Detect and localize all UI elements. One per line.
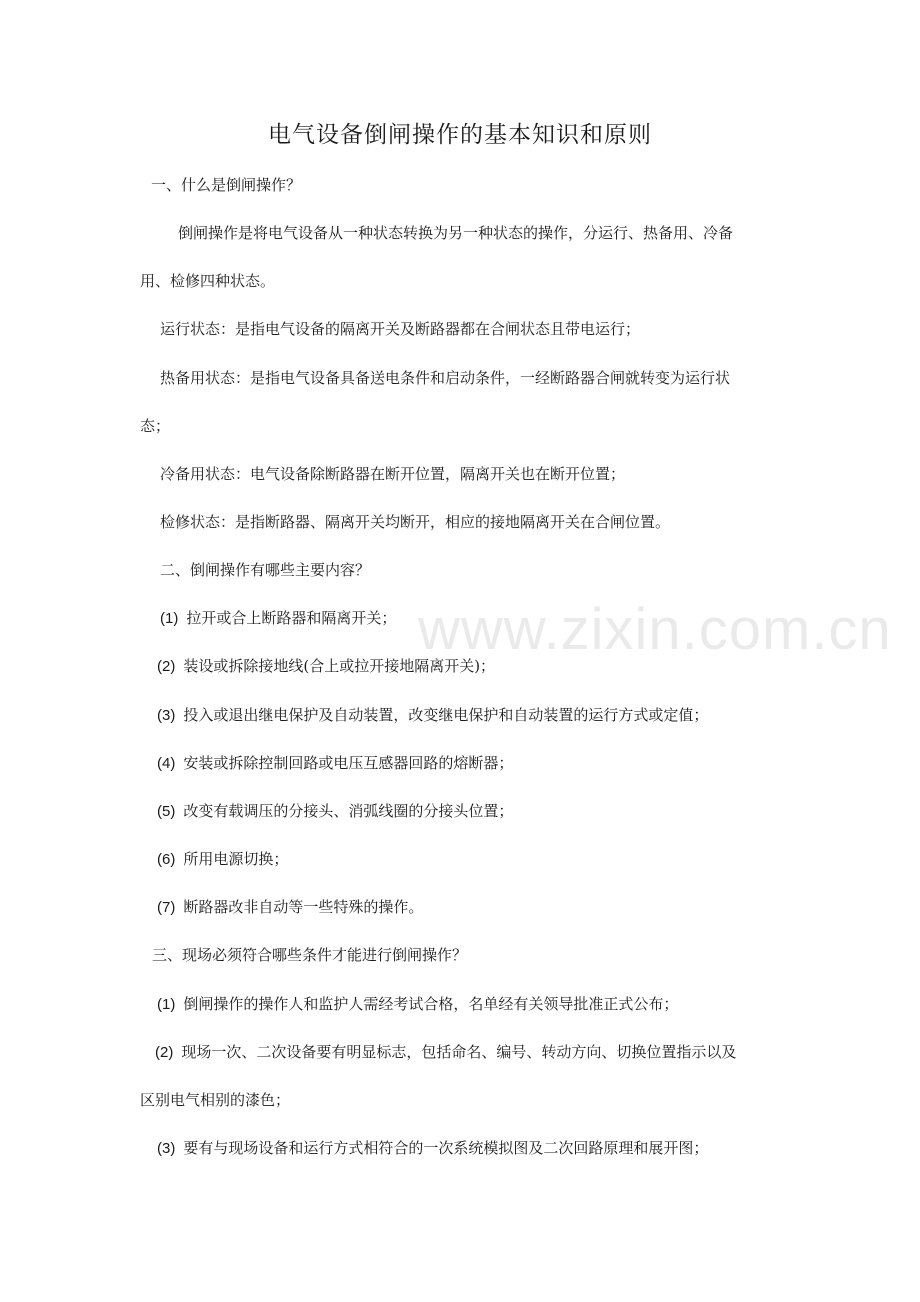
list-item [157, 1137, 708, 1160]
state-hot-standby-line-2: 态； [140, 417, 171, 435]
list-item [160, 607, 396, 630]
list-item [157, 752, 513, 775]
list-item-number: (1) [157, 996, 176, 1013]
list-item-number: (6) [157, 851, 176, 868]
list-item [155, 1041, 736, 1064]
list-item-text: 倒闸操作的操作人和监护人需经考试合格，名单经有关领导批准正式公布； [183, 995, 679, 1013]
list-item-number: (5) [157, 803, 176, 820]
section-1-heading: 一、什么是倒闸操作？ [151, 176, 302, 194]
section-1-paragraph-line-1: 倒闸操作是将电气设备从一种状态转换为另一种状态的操作，分运行、热备用、冷备 [178, 224, 734, 242]
section-2-heading: 二、倒闸操作有哪些主要内容？ [160, 561, 371, 579]
list-item [157, 704, 708, 727]
list-item-text: 拉开或合上断路器和隔离开关； [186, 609, 397, 627]
section-1-paragraph-line-2: 用、检修四种状态。 [140, 272, 276, 290]
list-item-text: 所用电源切换； [183, 850, 289, 868]
list-item-text: 断路器改非自动等一些特殊的操作。 [183, 898, 424, 916]
section-3-heading: 三、现场必须符合哪些条件才能进行倒闸操作？ [152, 946, 468, 964]
list-item-text: 投入或退出继电保护及自动装置，改变继电保护和自动装置的运行方式或定值； [183, 706, 709, 724]
list-item-number: (7) [157, 899, 176, 916]
list-item [157, 896, 423, 919]
state-maintenance: 检修状态：是指断路器、隔离开关均断开，相应的接地隔离开关在合闸位置。 [160, 513, 671, 531]
list-item-number: (1) [160, 610, 179, 627]
list-item [157, 848, 288, 871]
list-item-number: (3) [157, 1140, 176, 1157]
list-item-text: 改变有载调压的分接头、消弧线圈的分接头位置； [183, 802, 514, 820]
list-item [157, 800, 513, 823]
list-item-number: (2) [155, 1044, 174, 1061]
list-item-text: 要有与现场设备和运行方式相符合的一次系统模拟图及二次回路原理和展开图； [183, 1139, 709, 1157]
state-cold-standby: 冷备用状态：电气设备除断路器在断开位置，隔离开关也在断开位置； [160, 465, 626, 483]
list-item [157, 993, 678, 1016]
list-item-text: 装设或拆除接地线(合上或拉开接地隔离开关)； [183, 657, 496, 675]
list-item-number: (3) [157, 707, 176, 724]
state-hot-standby-line-1: 热备用状态：是指电气设备具备送电条件和启动条件，一经断路器合闸就转变为运行状 [160, 369, 731, 387]
list-item-number: (2) [157, 658, 176, 675]
list-item-number: (4) [157, 755, 176, 772]
state-running: 运行状态：是指电气设备的隔离开关及断路器都在合闸状态且带电运行； [160, 320, 641, 338]
list-item-text: 安装或拆除控制回路或电压互感器回路的熔断器； [183, 754, 514, 772]
document-title: 电气设备倒闸操作的基本知识和原则 [268, 122, 652, 148]
list-item-text: 现场一次、二次设备要有明显标志，包括命名、编号、转动方向、切换位置指示以及 [181, 1043, 737, 1061]
watermark: www.zixin.com.cn [418, 597, 892, 662]
list-item-continuation: 区别电气相别的漆色； [140, 1091, 291, 1109]
